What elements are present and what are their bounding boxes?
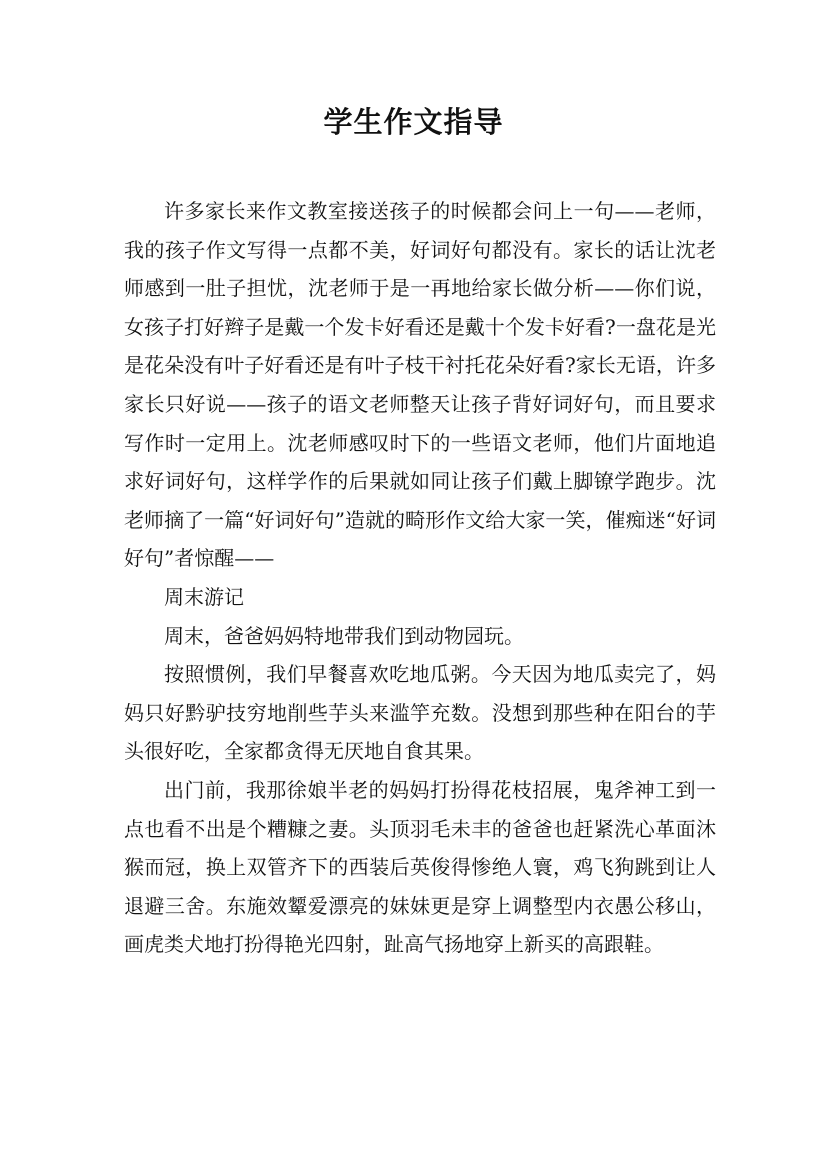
paragraph-essay-title: 周末游记: [164, 584, 244, 609]
paragraph-essay-1: 周末，爸爸妈妈特地带我们到动物园玩。: [164, 623, 524, 648]
paragraph-intro: 许多家长来作文教室接送孩子的时候都会问上一句——老师，我的孩子作文写得一点都不美，好词好句都没有。家长的话让沈老师感到一肚子担忧，沈老师于是一再地给家长做分析——你们说，女孩子打好辫子是戴一个发卡好看还是戴十个发卡好看?一盘花是光是花朵没有叶子好看还是有叶子枝干衬托花朵好看?家长无语，许多家长只好说——孩子的语文老师整天让孩子背好词好句，而且要求写作时一定用上。沈老师感叹时下的一些语文老师，他们片面地追求好词好句，这样学作的后果就如同让孩子们戴上脚镣学跑步。沈老师摘了一篇“好词好句”造就的畸形作文给大家一笑，催痴迷“好词好句”者惊醒——: [124, 199, 716, 571]
document-title: 学生作文指导: [323, 105, 504, 139]
document-body: [124, 192, 716, 964]
paragraph-essay-3: 出门前，我那徐娘半老的妈妈打扮得花枝招展，鬼斧神工到一点也看不出是个糟糠之妻。头顶羽毛未丰的爸爸也赶紧洗心革面沐猴而冠，换上双管齐下的西装后英俊得惨绝人寰，鸡飞狗跳到让人退避三舍。东施效颦爱漂亮的妹妹更是穿上调整型内衣愚公移山，画虎类犬地打扮得艳光四射，趾高气扬地穿上新买的高跟鞋。: [124, 777, 716, 957]
paragraph-essay-2: 按照惯例，我们早餐喜欢吃地瓜粥。今天因为地瓜卖完了，妈妈只好黔驴技穷地削些芋头来滥竽充数。没想到那些种在阳台的芋头很好吃，全家都贪得无厌地自食其果。: [124, 662, 716, 764]
